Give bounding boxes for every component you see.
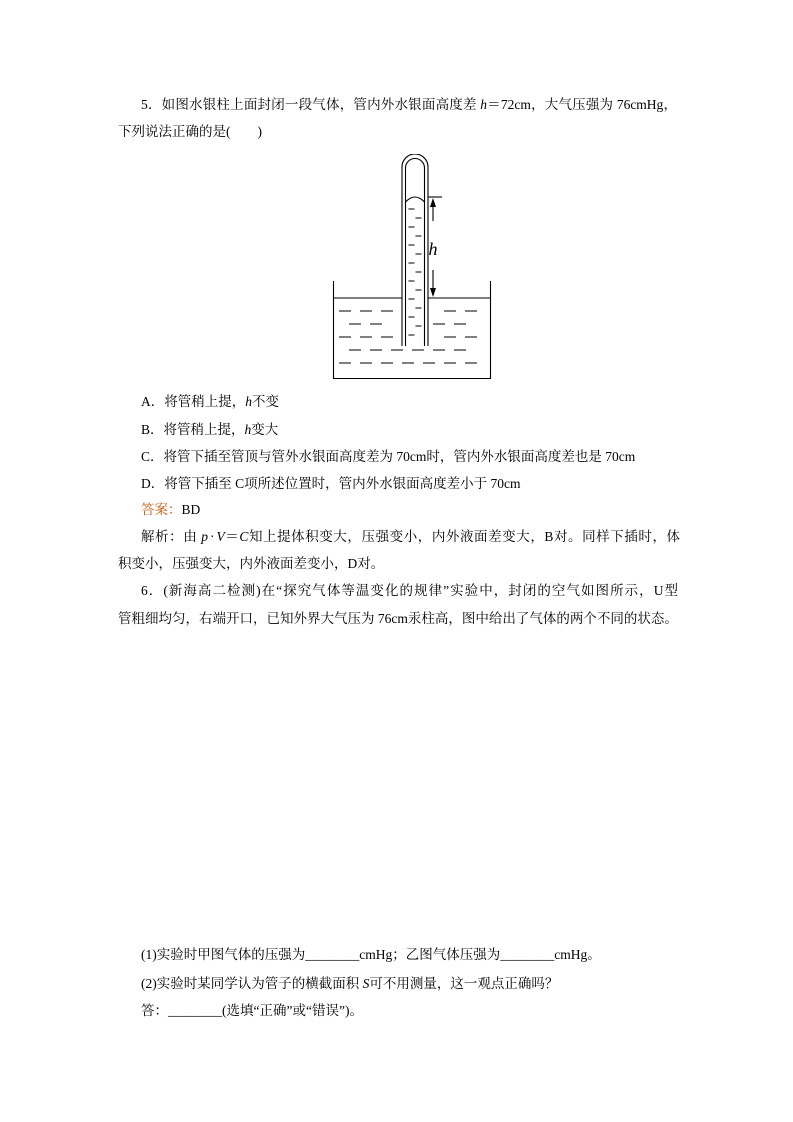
height-arrow-down-head [430, 288, 436, 297]
option-b-text-end: 变大 [251, 422, 279, 437]
analysis-variable-v: V [216, 529, 225, 544]
tube-mercury-dashes [409, 209, 422, 335]
q5-stem-variable-h: h [480, 97, 487, 112]
basin-mercury-dashes [339, 311, 477, 363]
analysis-text-end: 知上提体积变大，压强变小，内外液面差变大，B对。同样下插时，体 [248, 529, 681, 544]
analysis-variable-p: p [201, 529, 208, 544]
option-a-text-end: 不变 [252, 394, 279, 409]
analysis-dot: · [209, 529, 215, 544]
part2-variable-s: S [362, 976, 370, 991]
answer-value: BD [181, 502, 201, 517]
q5-stem-line-1 [141, 95, 677, 115]
q5-option-a [141, 392, 279, 412]
q6-part-3 [141, 1001, 363, 1021]
analysis-label: 解析： [141, 529, 184, 544]
tube-inner-wall [406, 159, 425, 347]
q5-answer [141, 500, 200, 520]
q6-part-1 [141, 945, 601, 965]
option-b-variable-h: h [244, 422, 252, 437]
part1-text: (1)实验时甲图气体的压强为 [141, 947, 306, 962]
analysis-variable-c: C [239, 529, 249, 544]
q6-stem-line-2: 管粗细均匀，右端开口，已知外界大气压为 76cm汞柱高，图中给出了气体的两个不同的状态。 [118, 611, 678, 626]
part1-text-mid: cmHg；乙图气体压强为 [359, 947, 501, 962]
q5-option-d: D．将管下插至 C项所述位置时，管内外水银面高度差小于 70cm [141, 476, 521, 491]
q5-stem-text-end: ＝72cm，大气压强为 76cmHg， [486, 97, 678, 112]
answer-label: 答案： [141, 502, 182, 517]
q5-option-c: C．将管下插至管顶与管外水银面高度差为 70cm时，管内外水银面高度差也是 70cm [141, 449, 636, 464]
analysis-equals: ＝ [224, 529, 240, 544]
q5-analysis-line-2: 积变小，压强变大，内外液面差变小，D对。 [118, 556, 385, 571]
q6-stem-line-1: 6．(新海高二检测)在“探究气体等温变化的规律”实验中，封闭的空气如图所示，U型 [141, 583, 678, 598]
basin-outline [334, 281, 491, 379]
option-b-text: B．将管稍上提， [141, 422, 245, 437]
part3-blank: ________ [168, 1003, 222, 1018]
mercury-tube-diagram [332, 154, 494, 380]
q5-analysis-line-1 [141, 527, 680, 547]
height-label-h: h [428, 239, 438, 259]
part2-text-end: 可不用测量，这一观点正确吗？ [369, 976, 559, 991]
q5-stem-text: 5．如图水银柱上面封闭一段气体，管内外水银面高度差 [141, 97, 481, 112]
analysis-text: 由 [183, 529, 202, 544]
part1-blank-1: ________ [305, 947, 360, 962]
mercury-meniscus [406, 197, 425, 202]
option-a-variable-h: h [245, 394, 252, 409]
part1-blank-2: ________ [500, 947, 555, 962]
q6-part-2 [141, 974, 558, 994]
part3-text-end: (选填“正确”或“错误”)。 [222, 1003, 363, 1018]
q5-option-b [141, 420, 278, 440]
part3-text: 答： [141, 1003, 168, 1018]
q5-stem-line-2: 下列说法正确的是( ) [118, 124, 262, 139]
height-arrow-up-head [430, 198, 436, 207]
part1-text-end: cmHg。 [554, 947, 601, 962]
part2-text: (2)实验时某同学认为管子的横截面积 [141, 976, 363, 991]
option-a-text: A．将管稍上提， [141, 394, 246, 409]
